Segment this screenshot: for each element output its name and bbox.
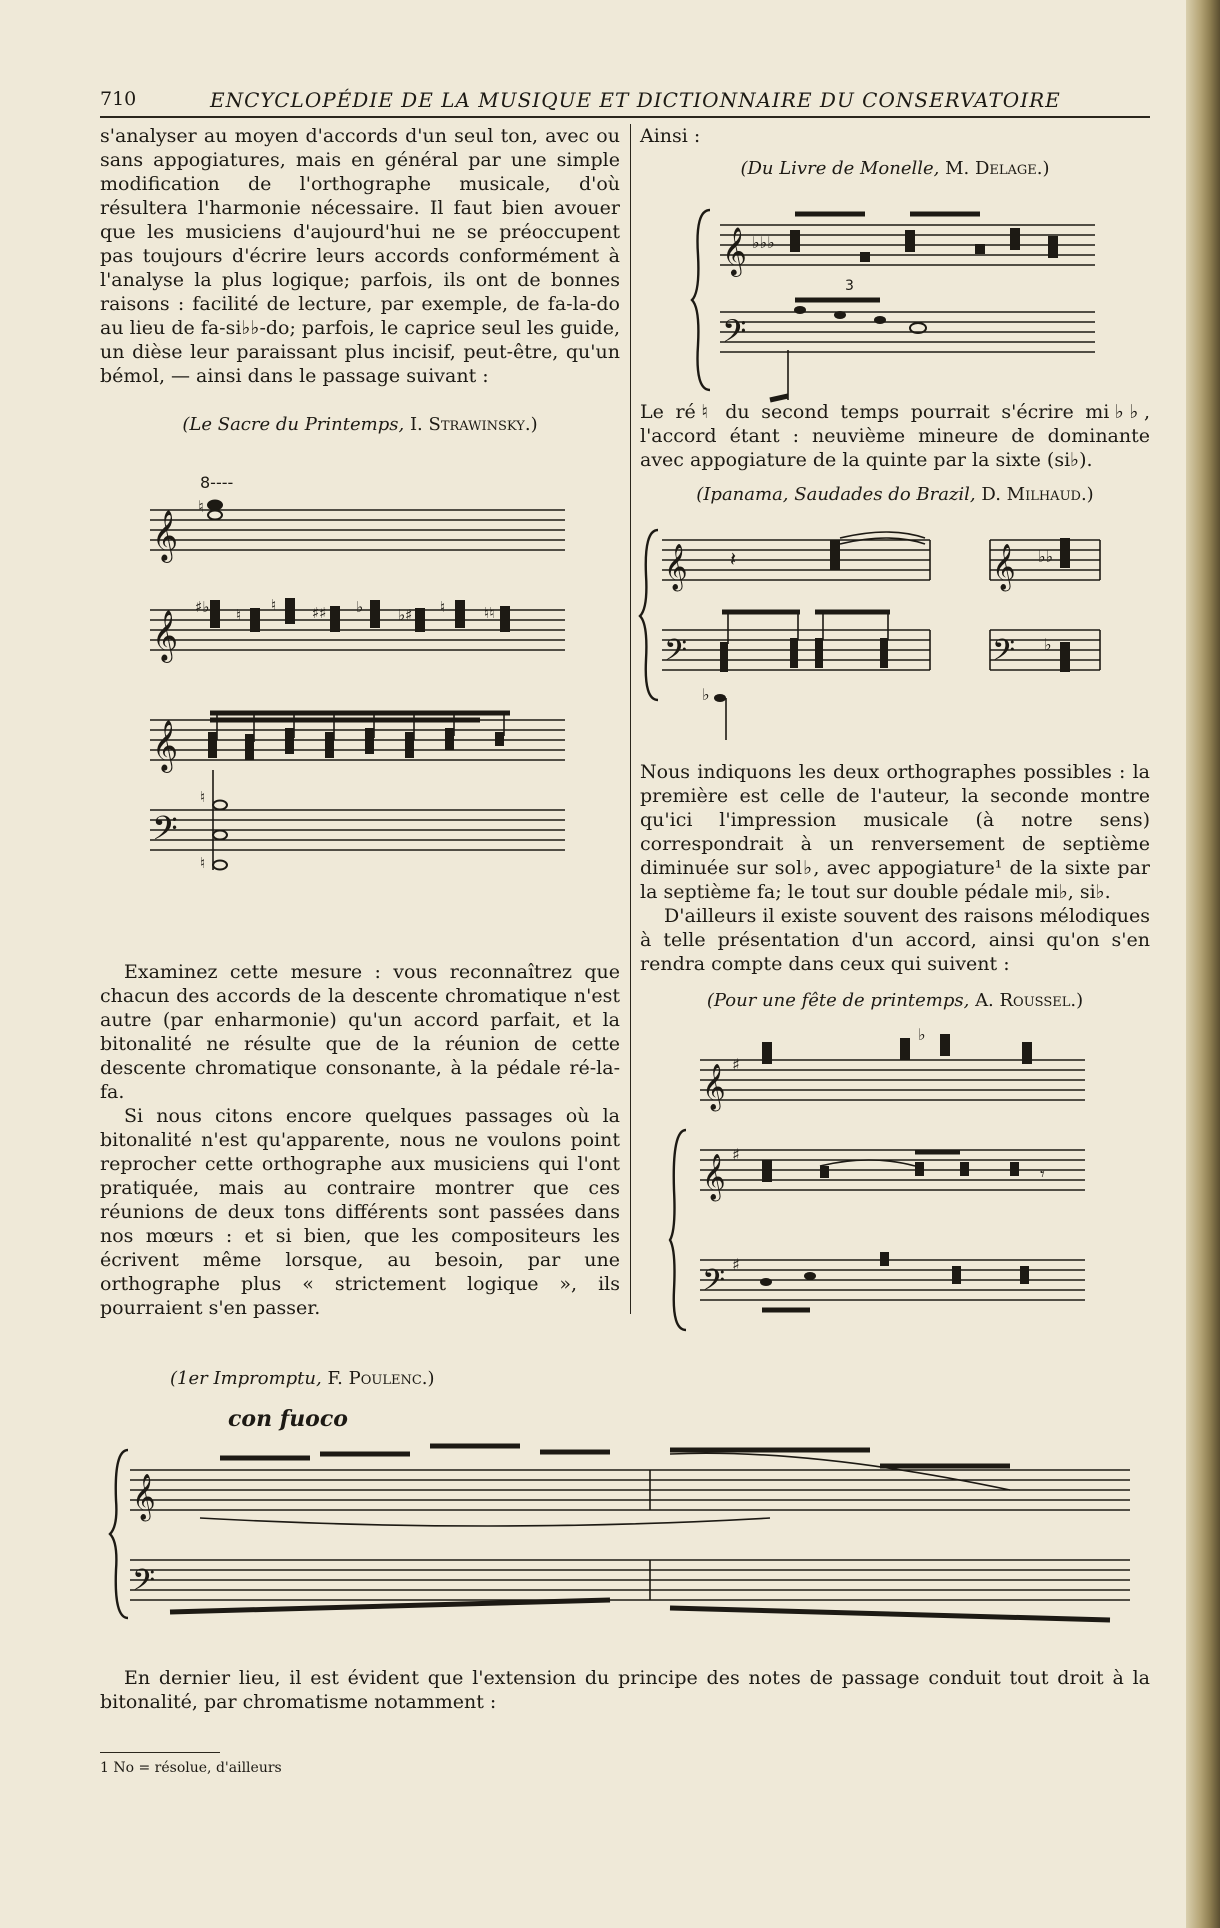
paragraph-5: Nous indiquons les deux orthographes possibles : la première est celle de l'auteur, la seconde montre qu'ici l'impression musicale (à notre sens) correspondrait à un renversement de septième diminuée sur sol♭, avec appogiature¹ de la sixte par la septième fa; le tout sur double pédale mi♭, si♭. [640,761,1150,903]
note-head [208,501,222,510]
left-column [100,124,620,435]
ipanama-example-1 [662,532,930,740]
brace-icon [640,530,658,700]
paragraph-2: Examinez cette mesure : vous reconnaîtrez que chacun des accords de la descente chromatique n'est autre (par enharmonie) qu'un accord parfait, et la bitonalité ne résulte que de la réunion de cette descente chromatique consonante, à la pédale ré-la-fa. [100,961,620,1103]
caption-milhaud [640,484,1150,505]
svg-text:𝄞: 𝄞 [702,1154,726,1200]
svg-text:𝄾: 𝄾 [1040,1164,1045,1185]
score-ipanama [640,520,1150,750]
book-spine [1186,0,1220,1928]
caption-title: (1er Impromptu, [170,1368,322,1389]
caption-author: I. Strawinsky.) [409,414,538,435]
score-sacre-du-printemps [100,470,620,940]
footnote: 1 No = résolue, d'ailleurs [100,1760,282,1776]
bottom-paragraph [100,1666,1150,1714]
score-impromptu [110,1430,1140,1630]
caption-title: (Ipanama, Saudades do Brazil, [696,484,976,505]
svg-text:♭♭♭: ♭♭♭ [752,233,775,252]
ainsi-label: Ainsi : [640,125,701,147]
caption-roussel [640,990,1150,1011]
chord-sequence [195,596,510,632]
right-column-block-3 [640,760,1150,1011]
caption-delage [640,158,1150,179]
brace-icon [692,210,710,390]
svg-text:♯: ♯ [732,1055,740,1074]
paragraph-4: Le ré♮ du second temps pourrait s'écrire mi♭♭, l'accord étant : neuvième mineure de dominante avec appogiature de la quinte par la sixte (si♭). [640,401,1150,471]
note-head [208,511,222,520]
caption-author: M. Delage.) [945,158,1050,179]
triplet-mark: 3 [845,278,854,294]
middle-staff [700,1145,1085,1202]
running-title: ENCYCLOPÉDIE DE LA MUSIQUE ET DICTIONNAIRE DU CONSERVATOIRE [210,88,1061,112]
tempo-mark: con fuoco [228,1406,348,1432]
svg-text:♭♯: ♭♯ [398,606,413,624]
ottava-mark: 8---- [200,473,234,492]
caption-author: F. Poulenc.) [327,1368,435,1389]
svg-text:♮: ♮ [200,788,206,806]
treble-clef-icon: 𝄞 [152,510,179,561]
page-number: 710 [100,88,137,110]
caption-strawinsky [100,414,620,435]
column-divider [630,124,631,1314]
brace-icon [110,1450,128,1618]
svg-text:♭♭: ♭♭ [1038,547,1054,566]
brace-icon [670,1130,686,1330]
natural-icon: ♮ [198,497,204,516]
staff-1 [150,497,565,563]
right-column [640,124,1150,179]
caption-title: (Pour une fête de printemps, [706,990,970,1011]
upper-staff [700,1025,1085,1112]
staff-3 [150,713,565,773]
svg-text:♯: ♯ [732,1145,740,1164]
svg-text:𝄞: 𝄞 [132,1474,156,1520]
caption-title: (Du Livre de Monelle, [740,158,940,179]
ipanama-example-2 [990,538,1100,675]
right-column-block-2 [640,400,1150,505]
svg-text:𝄞: 𝄞 [702,1064,726,1110]
paragraph-3: Si nous citons encore quelques passages où la bitonalité n'est qu'apparente, nous ne voulons point reprocher cette orthographe aux musiciens qui l'ont pratiquée, mais au contraire montrer que ces réunions de deux tons différents sont passées dans nos mœurs : et si bien, que les compositeurs les écrivent même lorsque, au besoin, par une orthographe plus « strictement logique », ils pourraient s'en passer. [100,1105,620,1319]
caption-title: (Le Sacre du Printemps, [182,414,405,435]
svg-text:♭: ♭ [356,598,364,616]
lower-staff [700,1252,1085,1310]
svg-text:♭: ♭ [918,1025,926,1044]
treble-clef-icon: 𝄞 [152,720,179,771]
lower-staff [720,300,1095,400]
paragraph-6: D'ailleurs il existe souvent des raisons mélodiques à telle présentation d'un accord, ainsi qu'on s'en rendra compte dans ceux qui suivent : [640,905,1150,975]
left-column-lower [100,960,620,1320]
svg-text:𝄢: 𝄢 [992,634,1016,675]
bass-clef-icon: 𝄢 [152,810,178,856]
svg-text:♭: ♭ [702,685,710,704]
caption-poulenc [170,1368,770,1389]
svg-text:𝄢: 𝄢 [702,1264,726,1305]
svg-text:♮: ♮ [440,598,446,616]
upper-staff [720,214,1095,277]
paragraph-1: s'analyser au moyen d'accords d'un seul ton, avec ou sans appogiatures, mais en général par une simple modification de l'orthographe musicale, d'où résultera l'harmonie nécessaire. Il faut bien avouer que les musiciens d'aujourd'hui ne se préoccupent pas toujours d'écrire leurs accords conformément à l'analyse la plus logique; parfois, ils ont de bonnes raisons : facilité de lecture, par exemple, de fa-la-do au lieu de fa-si♭♭-do; parfois, le caprice seul les guide, un dièse leur paraissant plus incisif, peut-être, qu'un bémol, — ainsi dans le passage suivant : [100,125,620,387]
upper-staff [130,1446,1130,1526]
score-livre-de-monelle [690,200,1110,410]
svg-text:♯: ♯ [732,1255,740,1274]
svg-text:♮: ♮ [271,596,277,614]
svg-text:𝄞: 𝄞 [722,226,747,275]
page-header [100,86,1150,118]
svg-text:𝄞: 𝄞 [992,544,1016,590]
caption-poulenc-block [170,1368,770,1389]
svg-text:♮♮: ♮♮ [484,604,495,622]
svg-text:♭: ♭ [1044,635,1052,654]
svg-text:♮: ♮ [236,606,242,624]
treble-clef-icon: 𝄞 [152,610,179,661]
svg-text:𝄢: 𝄢 [132,1564,156,1605]
svg-text:♮: ♮ [200,854,206,872]
caption-author: D. Milhaud.) [981,484,1094,505]
paragraph-7: En dernier lieu, il est évident que l'extension du principe des notes de passage conduit tout droit à la bitonalité, par chromatisme notamment : [100,1667,1150,1713]
caption-author: A. Roussel.) [975,990,1084,1011]
svg-text:𝄞: 𝄞 [664,544,688,590]
staff-4 [150,770,565,872]
svg-text:♯♭: ♯♭ [195,598,210,616]
lower-staff [130,1560,1130,1620]
svg-text:𝄢: 𝄢 [664,634,688,675]
svg-text:𝄽: 𝄽 [730,547,737,571]
svg-text:♯♯: ♯♯ [312,604,327,622]
svg-text:𝄢: 𝄢 [722,313,747,357]
footnote-rule [100,1752,220,1753]
staff-2 [150,596,565,663]
score-fete-de-printemps [670,1020,1090,1340]
